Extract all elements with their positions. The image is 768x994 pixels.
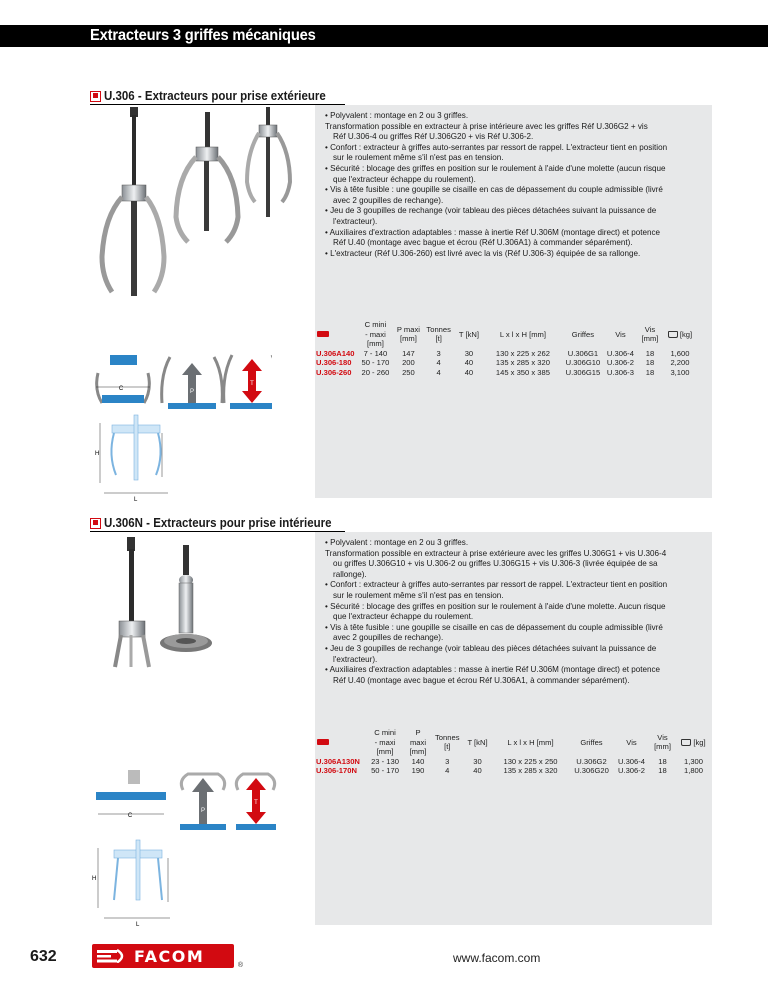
- internal-puller-photo-illustration: [105, 535, 245, 670]
- section-bullet-icon: [90, 91, 101, 102]
- svg-text:P: P: [189, 389, 195, 395]
- page-title-bar: [0, 25, 768, 47]
- table-row: U.306A130N 23 - 130 140 3 30 130 x 225 x 250 U.306G2 U.306-4 18 1,300: [316, 756, 703, 766]
- svg-text:H: H: [95, 451, 100, 457]
- dimension-drawing: [95, 415, 168, 503]
- weight-icon: [681, 739, 691, 746]
- website-url[interactable]: www.facom.com: [453, 951, 541, 965]
- description-u306n: • Polyvalent : montage en 2 ou 3 griffes. Transformation possible en extracteur à prise extérieure avec les griffes U.306G1 + vis U.306-4 ou griffes U.306G10 + vis U.306-2 ou griffes U.306G15 + vis U.306-3 (livrée équipée de sa rallonge). • Confort : extracteur à griffes auto-serrantes par ressort de rappel. L'extracteur tient en position sur le roulement même s'il n'est pas en tension. • Sécurité : blocage des griffes en position sur le roulement à l'aide d'une molette. Aucun risque que l'extracteur échappe du roulement. • Vis à tête fusible : une goupille se cisaille en cas de dépassement du couple admissible (livré avec 2 goupilles de rechange). • Jeu de 3 goupilles de rechange (voir tableau des pièces détachées suivant la puissance de l'extracteur). • Auxiliaires d'extraction adaptables : masse à inertie Réf U.306M (montage direct) et potence Réf U.40 (montage avec bague et écrou Réf U.306A1, à commander séparément).: [325, 538, 668, 685]
- section-heading-u306: U.306 - Extracteurs pour prise extérieure: [90, 89, 345, 103]
- facom-mark-icon: [97, 949, 127, 963]
- weight-icon: [668, 331, 678, 338]
- spec-table-u306n: [314, 728, 711, 776]
- puller-photo-illustration: [92, 107, 302, 302]
- diagram-p-depth: [180, 774, 226, 830]
- table-row: U.306-170N 50 - 170 190 4 40 135 x 285 x 320 U.306G20 U.306-2 18 1,800: [316, 766, 703, 775]
- diagram-c-opening: [96, 355, 150, 403]
- section-underline: [90, 531, 345, 532]
- facom-logo: FACOM ®: [92, 944, 234, 968]
- table-row: U.306-260 20 - 260 250 4 40 145 x 350 x 385 U.306G15 U.306-3 18 3,100: [316, 367, 690, 377]
- svg-text:H: H: [92, 876, 97, 882]
- svg-text:L: L: [134, 497, 138, 503]
- section-bullet-icon: [90, 518, 101, 529]
- section-heading-u306n: U.306N - Extracteurs pour prise intérieure: [90, 516, 351, 530]
- table-header-row: C mini - maxi [mm] P maxi [mm] Tonnes [t] T [kN] L x l x H [mm] Griffes Vis Vis [mm] [kg]: [314, 728, 711, 757]
- diagram-t-force: [236, 774, 276, 830]
- diagram-p-depth: [162, 357, 223, 409]
- page-title: Extracteurs 3 griffes mécaniques: [90, 27, 316, 44]
- table-row: U.306-180 50 - 170 200 4 40 135 x 285 x 320 U.306G10 U.306-2 18 2,200: [316, 358, 690, 367]
- dimension-drawing: [92, 840, 170, 928]
- svg-text:T: T: [254, 800, 258, 806]
- usage-diagrams-u306: [92, 345, 272, 505]
- usage-diagrams-u306n: [88, 770, 278, 930]
- svg-text:C: C: [118, 386, 124, 392]
- table-header-row: C mini - maxi [mm] P maxi [mm] Tonnes [t] T [kN] L x l x H [mm] Griffes Vis Vis [mm] [kg]: [314, 320, 697, 349]
- page-number: 632: [30, 948, 57, 965]
- spec-table-u306: [314, 320, 697, 377]
- svg-text:L: L: [136, 922, 140, 928]
- svg-text:T: T: [250, 381, 254, 387]
- diagram-t-force: [224, 355, 272, 409]
- table-row: U.306A140 7 - 140 147 3 30 130 x 225 x 262 U.306G1 U.306-4 18 1,600: [316, 348, 690, 358]
- diagram-c-opening: [96, 770, 166, 819]
- facom-logo-icon: [317, 739, 329, 745]
- svg-text:P: P: [200, 808, 206, 814]
- section-underline: [90, 104, 345, 105]
- svg-text:C: C: [127, 813, 133, 819]
- facom-logo-icon: [317, 331, 329, 337]
- description-u306: • Polyvalent : montage en 2 ou 3 griffes. Transformation possible en extracteur à prise intérieure avec les griffes Réf U.306G2 + vis Réf U.306-4 ou griffes Réf U.306G20 + vis Réf U.306-2. • Confort : extracteur à griffes auto-serrantes par ressort de rappel. L'extracteur tient en position sur le roulement même s'il n'est pas en tension. • Sécurité : blocage des griffes en position sur le roulement à l'aide d'une molette (aucun risque que l'extracteur échappe du roulement). • Vis à tête fusible : une goupille se cisaille en cas de dépassement du couple admissible (livré avec 2 goupilles de rechange). • Jeu de 3 goupilles de rechange (voir tableau des pièces détachées suivant la puissance de l'extracteur). • Auxiliaires d'extraction adaptables : masse à inertie Réf U.306M (montage direct) et potence Réf U.40 (montage avec bague et écrou (Réf U.306A1) à commander séparément). • L'extracteur (Réf U.306-260) est livré avec la vis (Réf U.306-3) équipée de sa rallonge.: [325, 111, 668, 258]
